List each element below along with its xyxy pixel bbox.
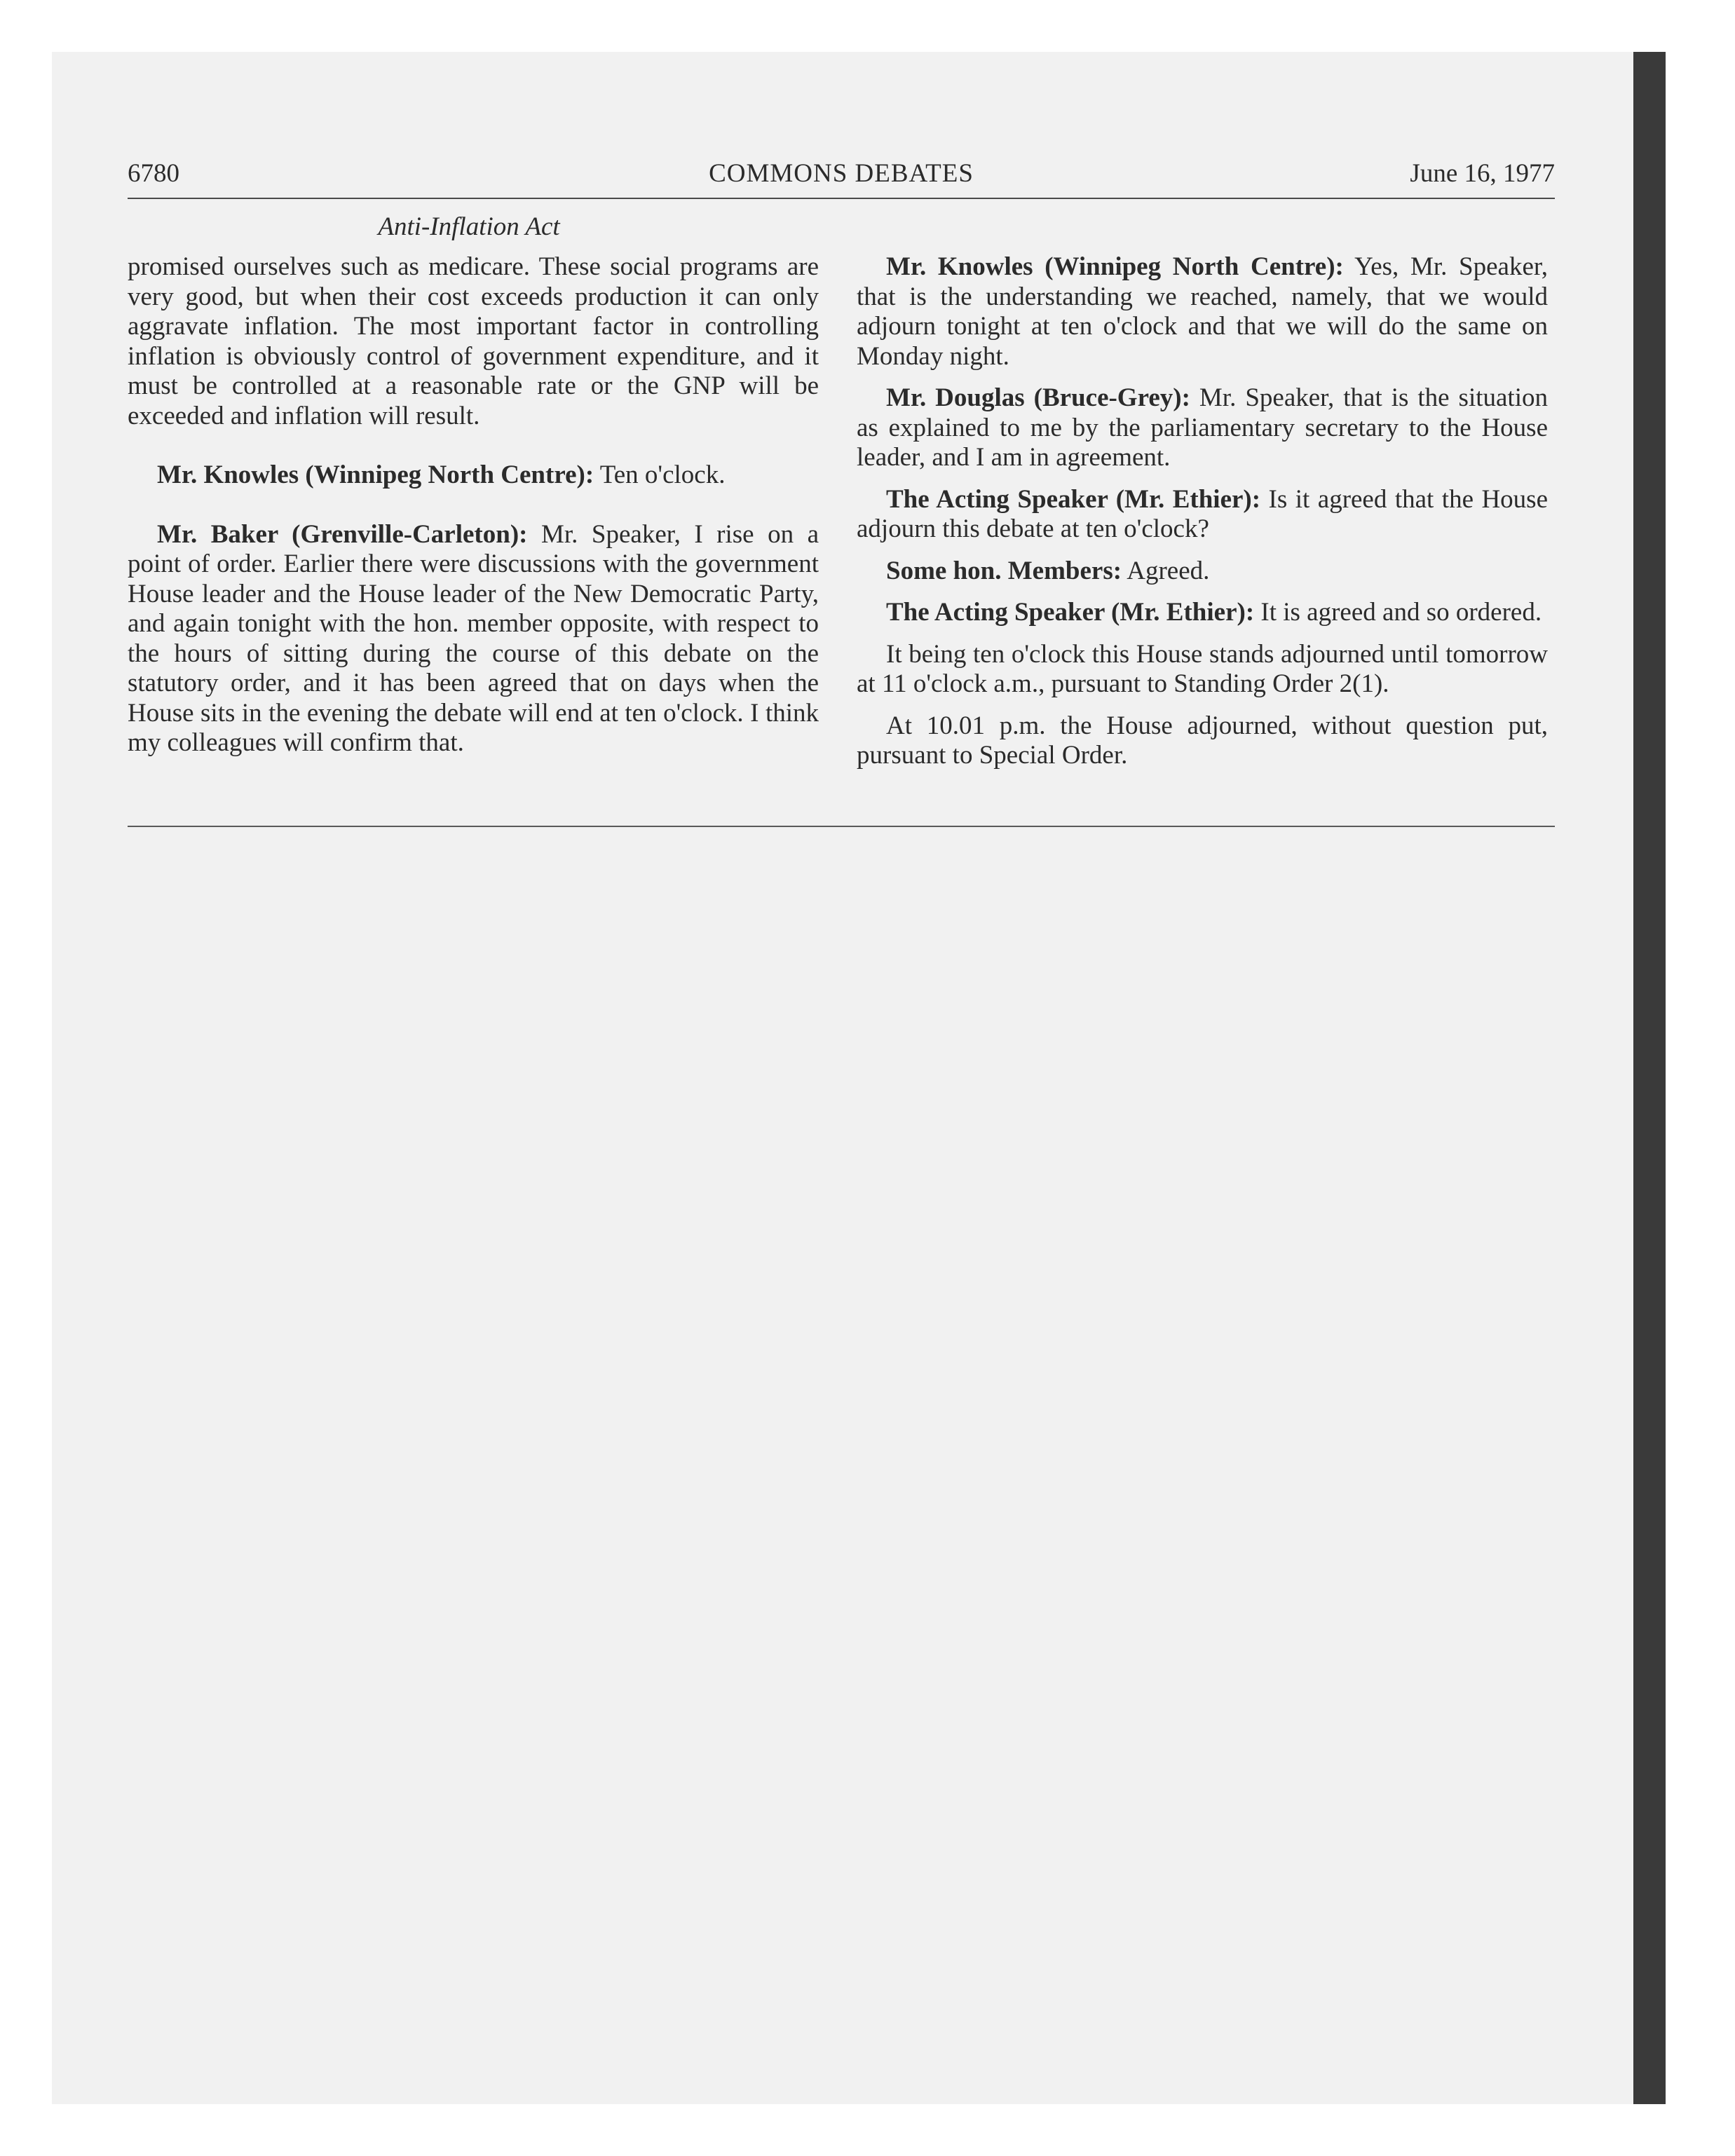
speech-paragraph <box>857 557 1548 587</box>
publication-title: COMMONS DEBATES <box>709 159 974 188</box>
speech-text: Ten o'clock. <box>594 460 726 489</box>
speech-text: Agreed. <box>1122 556 1210 585</box>
speech-text: Mr. Speaker, that is the situation as explained to me by the parliamentary secretary to the House leader, and I am in agreement. <box>857 383 1548 472</box>
speech-paragraph <box>128 520 819 758</box>
speech-paragraph <box>857 485 1548 545</box>
scan-edge-shadow <box>1633 52 1666 2104</box>
speech-paragraph <box>128 460 819 491</box>
header-date: June 16, 1977 <box>1410 159 1555 188</box>
speaker-name: Mr. Knowles (Winnipeg North Centre): <box>157 460 594 489</box>
speech-text: It is agreed and so ordered. <box>1254 598 1542 627</box>
speaker-name: The Acting Speaker (Mr. Ethier): <box>886 484 1261 514</box>
speaker-name: Mr. Douglas (Bruce-Grey): <box>886 383 1190 412</box>
paragraph: promised ourselves such as medicare. These social programs are very good, but when their cost exceeds production it can only aggravate inflation. The most important factor in controlling inflation is obviously control of government expenditure, and it must be controlled at a reasonable rate or the GNP will be exceeded and inflation will result. <box>128 252 819 430</box>
speaker-name: The Acting Speaker (Mr. Ethier): <box>886 598 1255 627</box>
speech-paragraph <box>857 598 1548 628</box>
speaker-name: Mr. Knowles (Winnipeg North Centre): <box>886 252 1344 281</box>
header-rule <box>128 198 1555 199</box>
speaker-name: Mr. Baker (Grenville-Carleton): <box>157 519 528 549</box>
speech-text: Yes, Mr. Speaker, that is the understanding we reached, namely, that we would adjourn tonight at ten o'clock and that we will do the same on Monday night. <box>857 252 1548 371</box>
left-column <box>128 252 819 770</box>
speech-paragraph <box>857 383 1548 473</box>
page-number: 6780 <box>128 159 179 188</box>
procedural-paragraph: At 10.01 p.m. the House adjourned, without question put, pursuant to Special Order. <box>857 711 1548 770</box>
speech-text: Mr. Speaker, I rise on a point of order. Earlier there were discussions with the government House leader and the House leader of the New Democratic Party, and again tonight with the hon. member opposite, with respect to the hours of sitting during the course of this debate on the statutory order, and it has been agreed that on days when the House sits in the evening the debate will end at ten o'clock. I think my colleagues will confirm that. <box>128 519 819 757</box>
right-column <box>857 252 1548 783</box>
speech-paragraph <box>857 252 1548 371</box>
page-header <box>128 158 1555 193</box>
running-head: Anti-Inflation Act <box>378 212 560 241</box>
end-rule <box>128 826 1555 827</box>
speaker-name: Some hon. Members: <box>886 556 1122 585</box>
speech-text: Is it agreed that the House adjourn this debate at ten o'clock? <box>857 484 1549 543</box>
procedural-paragraph: It being ten o'clock this House stands adjourned until tomorrow at 11 o'clock a.m., pursuant to Standing Order 2(1). <box>857 639 1548 698</box>
